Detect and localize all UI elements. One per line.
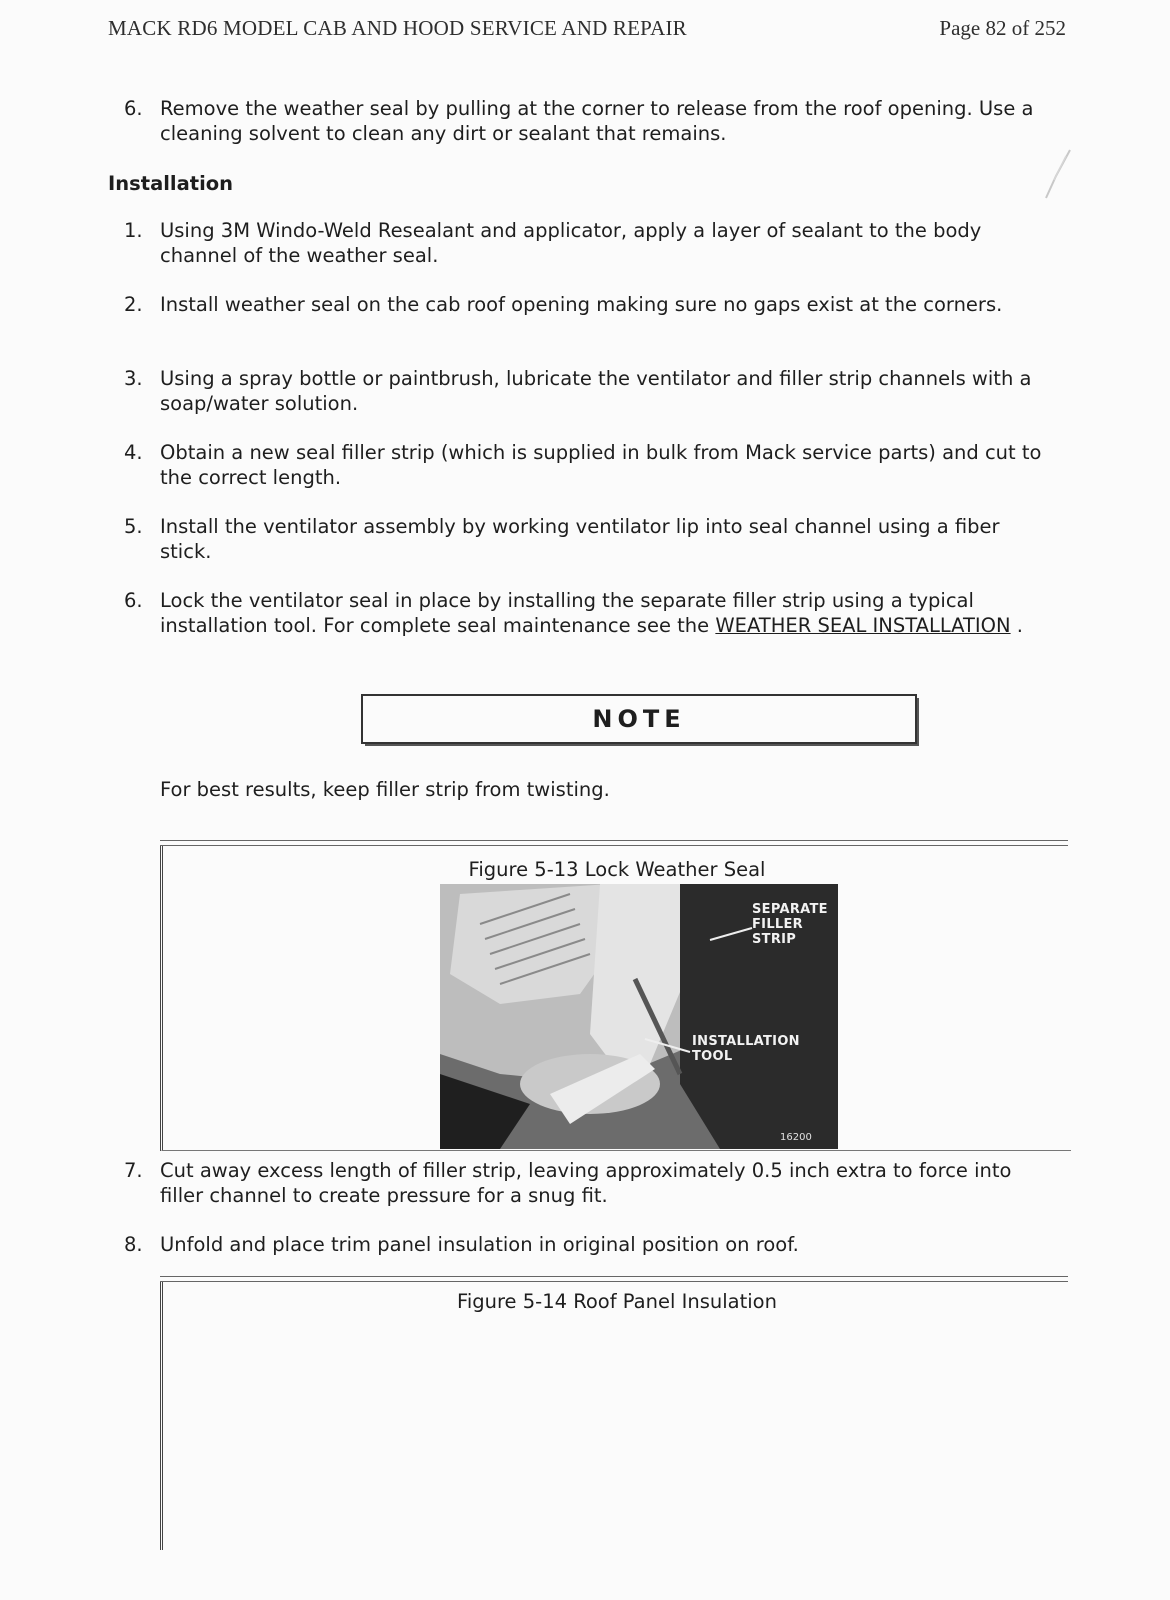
note-label: NOTE xyxy=(592,705,686,733)
step-number: 8. xyxy=(124,1233,143,1256)
photo-label-installation: INSTALLATION xyxy=(692,1034,800,1049)
step-number: 1. xyxy=(124,219,143,242)
figure-caption: Figure 5-13 Lock Weather Seal xyxy=(468,858,766,881)
step-text: Unfold and place trim panel insulation in original position on roof. xyxy=(160,1233,799,1256)
figure-photo-lock-weather-seal xyxy=(440,884,838,1149)
figure-frame-5-14 xyxy=(160,1282,1071,1550)
figure-caption: Figure 5-14 Roof Panel Insulation xyxy=(457,1290,777,1313)
photo-label-filler: FILLER xyxy=(752,917,803,932)
photo-label-separate: SEPARATE xyxy=(752,902,828,917)
note-box xyxy=(361,694,917,744)
page-number: Page 82 of 252 xyxy=(939,16,1066,40)
step-number: 6. xyxy=(124,589,143,612)
step-number: 4. xyxy=(124,441,143,464)
step-number: 5. xyxy=(124,515,143,538)
step-number: 2. xyxy=(124,293,143,316)
step-number: 6. xyxy=(124,97,143,120)
install-step-4 xyxy=(124,440,1054,490)
step-text: Install weather seal on the cab roof opening making sure no gaps exist at the corners. xyxy=(160,293,1003,316)
step-text-after: . xyxy=(1010,614,1024,637)
step-text: Cut away excess length of filler strip, leaving approximately 0.5 inch extra to force into filler channel to create pressure for a snug fit. xyxy=(160,1159,1012,1207)
install-step-7 xyxy=(124,1158,1054,1208)
install-step-1 xyxy=(124,218,1054,268)
install-step-3 xyxy=(124,366,1054,416)
step-text xyxy=(160,588,1054,638)
install-step-6 xyxy=(124,588,1054,638)
removal-step-6 xyxy=(124,96,1054,146)
install-step-2 xyxy=(124,292,1054,317)
step-number: 7. xyxy=(124,1159,143,1182)
pen-stroke-mark xyxy=(1036,146,1076,206)
install-step-5 xyxy=(124,514,1054,564)
step-text: Obtain a new seal filler strip (which is supplied in bulk from Mack service parts) and cut to the correct length. xyxy=(160,441,1042,489)
photo-id: 16200 xyxy=(780,1132,812,1143)
weather-seal-installation-link[interactable]: WEATHER SEAL INSTALLATION xyxy=(715,614,1011,637)
step-number: 3. xyxy=(124,367,143,390)
document-title: MACK RD6 MODEL CAB AND HOOD SERVICE AND REPAIR xyxy=(108,16,687,40)
section-heading-installation: Installation xyxy=(108,172,234,195)
step-text: Remove the weather seal by pulling at the corner to release from the roof opening. Use a cleaning solvent to clean any dirt or sealant that remains. xyxy=(160,97,1034,145)
step-text: Install the ventilator assembly by working ventilator lip into seal channel using a fiber stick. xyxy=(160,515,1000,563)
step-text: Using 3M Windo-Weld Resealant and applicator, apply a layer of sealant to the body channel of the weather seal. xyxy=(160,219,982,267)
note-text: For best results, keep filler strip from twisting. xyxy=(160,778,610,801)
step-text-before: Lock the ventilator seal in place by installing the separate filler strip using a typical installation tool. For complete seal maintenance see the xyxy=(160,589,974,637)
install-step-8 xyxy=(124,1232,1054,1257)
step-text: Using a spray bottle or paintbrush, lubricate the ventilator and filler strip channels with a soap/water solution. xyxy=(160,367,1032,415)
photo-label-strip: STRIP xyxy=(752,932,797,947)
photo-label-tool: TOOL xyxy=(692,1049,733,1064)
